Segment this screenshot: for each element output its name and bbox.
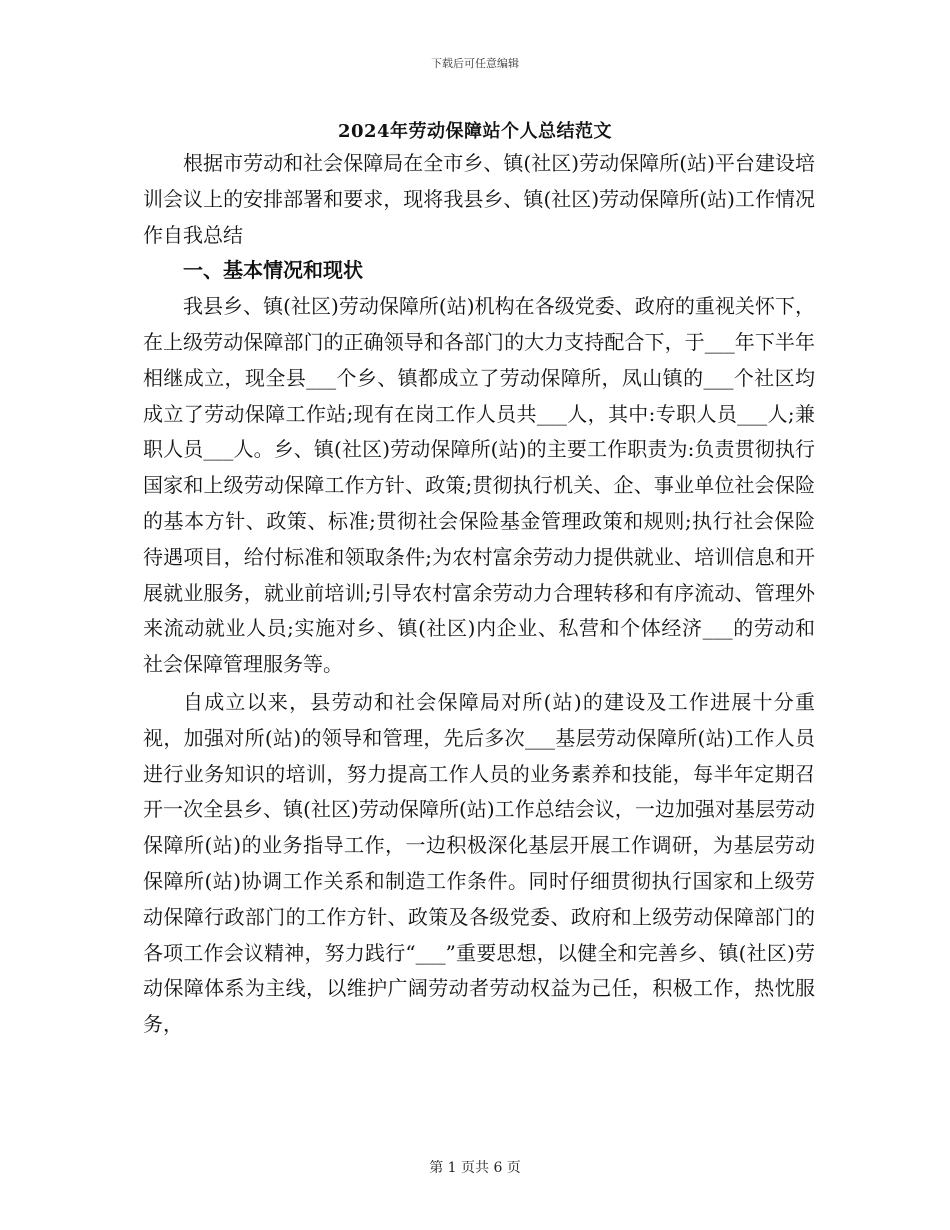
document-body bbox=[143, 146, 815, 1043]
body-paragraph-1: 我县乡、镇(社区)劳动保障所(站)机构在各级党委、政府的重视关怀下，在上级劳动保障部门的正确领导和各部门的大力支持配合下，于___年下半年相继成立，现全县___个乡、镇都成立了劳动保障所，凤山镇的___个社区均成立了劳动保障工作站;现有在岗工作人员共___人，其中:专职人员___人;兼职人员___人。乡、镇(社区)劳动保障所(站)的主要工作职责为:负责贯彻执行国家和上级劳动保障工作方针、政策;贯彻执行机关、企、事业单位社会保险的基本方针、政策、标准;贯彻社会保险基金管理政策和规则;执行社会保险待遇项目，给付标准和领取条件;为农村富余劳动力提供就业、培训信息和开展就业服务，就业前培训;引导农村富余劳动力合理转移和有序流动、管理外来流动就业人员;实施对乡、镇(社区)内企业、私营和个体经济___的劳动和社会保障管理服务等。 bbox=[143, 294, 815, 677]
document-title: 2024年劳动保障站个人总结范文 bbox=[337, 121, 613, 142]
page-number: 第 1 页共 6 页 bbox=[429, 1160, 521, 1176]
body-paragraph-2: 自成立以来，县劳动和社会保障局对所(站)的建设及工作进展十分重视，加强对所(站)的领导和管理，先后多次___基层劳动保障所(站)工作人员进行业务知识的培训，努力提高工作人员的业务素养和技能，每半年定期召开一次全县乡、镇(社区)劳动保障所(站)工作总结会议，一边加强对基层劳动保障所(站)的业务指导工作，一边积极深化基层开展工作调研，为基层劳动保障所(站)协调工作关系和制造工作条件。同时仔细贯彻执行国家和上级劳动保障行政部门的工作方针、政策及各级党委、政府和上级劳动保障部门的各项工作会议精神，努力践行“___”重要思想，以健全和完善乡、镇(社区)劳动保障体系为主线，以维护广阔劳动者劳动权益为己任，积极工作，热忱服务， bbox=[143, 689, 815, 1037]
header-note: 下载后可任意编辑 bbox=[431, 57, 519, 70]
intro-paragraph: 根据市劳动和社会保障局在全市乡、镇(社区)劳动保障所(站)平台建设培训会议上的安排部署和要求，现将我县乡、镇(社区)劳动保障所(站)工作情况作自我总结 bbox=[143, 151, 815, 247]
section-heading: 一、基本情况和现状 bbox=[183, 258, 363, 283]
